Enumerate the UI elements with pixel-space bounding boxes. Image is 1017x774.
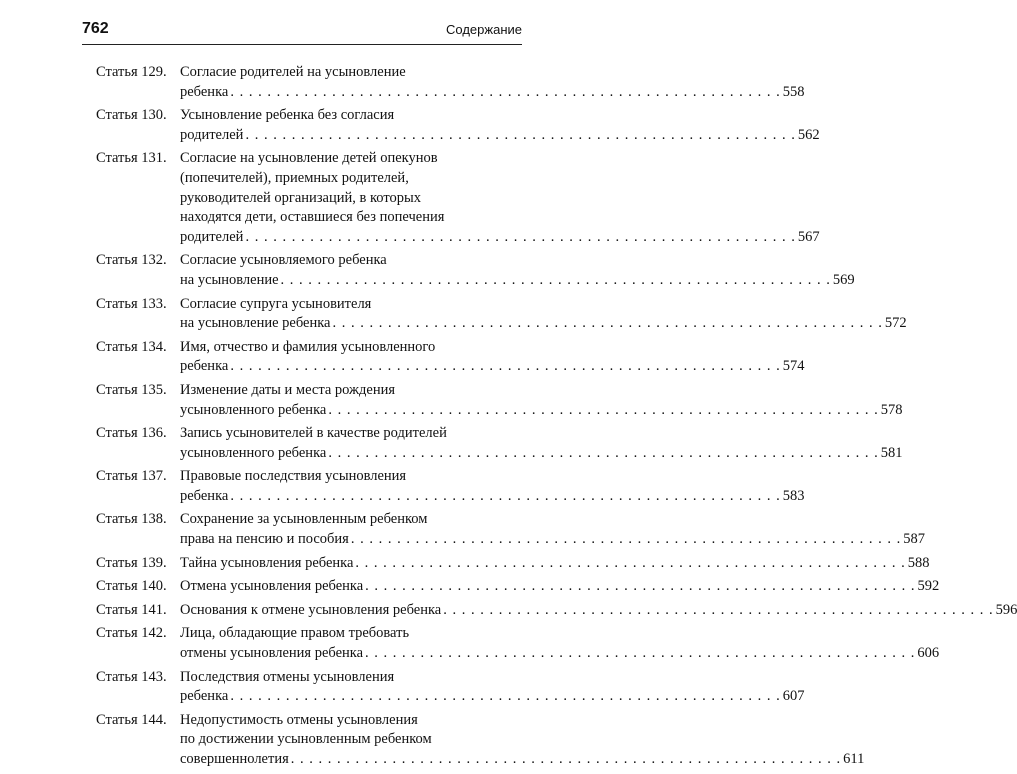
toc-entry <box>96 711 865 770</box>
toc-entry <box>96 63 805 102</box>
page-ref: 596 <box>995 601 1017 618</box>
title-line: Сохранение за усыновленным ребенком <box>180 511 428 528</box>
page-ref: 611 <box>843 751 865 767</box>
title-last-line <box>180 357 804 377</box>
title-line: Правовые последствия усыновления <box>180 468 407 485</box>
article-label: Статья 133. <box>96 295 167 312</box>
toc-entry <box>96 510 925 549</box>
toc-entry <box>96 554 930 574</box>
page-header <box>82 18 522 45</box>
dot-leader <box>230 487 780 507</box>
title-line: Имя, отчество и фамилия усыновленного <box>180 338 436 355</box>
title-line: Отмена усыновления ребенка <box>180 578 364 595</box>
dot-leader <box>328 444 878 464</box>
title-line: находятся дети, оставшиеся без попечения <box>180 209 445 226</box>
title-last-line <box>180 444 902 464</box>
article-title <box>180 554 930 574</box>
dot-leader <box>351 530 901 550</box>
section-title: Содержание <box>446 22 522 37</box>
article-title <box>180 624 939 663</box>
toc-entry <box>96 577 940 597</box>
article-title <box>180 381 902 420</box>
title-line: ребенка <box>180 83 229 100</box>
article-label: Статья 143. <box>96 668 167 685</box>
page-ref: 567 <box>797 228 820 245</box>
dot-leader <box>245 228 795 248</box>
toc-entry <box>96 149 820 247</box>
title-line: Лица, обладающие правом требовать <box>180 625 410 642</box>
dot-leader <box>291 750 841 770</box>
title-line: Последствия отмены усыновления <box>180 668 395 685</box>
title-last-line <box>180 83 804 103</box>
title-line: Основания к отмене усыновления ребенка <box>180 601 442 618</box>
toc-entry <box>96 251 855 290</box>
article-title <box>180 601 1017 621</box>
page-ref: 569 <box>832 271 855 288</box>
toc-entry <box>96 338 805 377</box>
title-line: Согласие на усыновление детей опекунов <box>180 150 438 167</box>
title-last-line <box>180 314 907 334</box>
toc-entry <box>96 467 805 506</box>
article-title <box>180 63 804 102</box>
article-label: Статья 130. <box>96 107 167 124</box>
title-line: Изменение даты и места рождения <box>180 381 396 398</box>
title-last-line <box>180 601 1017 621</box>
title-line: Тайна усыновления ребенка <box>180 554 354 571</box>
toc-entry <box>96 106 820 145</box>
article-label: Статья 135. <box>96 381 167 398</box>
article-title <box>180 711 864 770</box>
title-line: (попечителей), приемных родителей, <box>180 169 409 186</box>
page-ref: 558 <box>782 83 805 100</box>
article-label: Статья 132. <box>96 252 167 269</box>
title-last-line <box>180 487 804 507</box>
title-line: ребенка <box>180 358 229 375</box>
article-label: Статья 138. <box>96 511 167 528</box>
dot-leader <box>230 83 780 103</box>
article-title <box>180 251 855 290</box>
article-label: Статья 136. <box>96 425 167 442</box>
title-line: родителей <box>180 126 244 143</box>
title-line: по достижении усыновленным ребенком <box>180 731 432 748</box>
dot-leader <box>230 357 780 377</box>
dot-leader <box>333 314 883 334</box>
title-last-line <box>180 228 820 248</box>
article-label: Статья 142. <box>96 625 167 642</box>
dot-leader <box>245 126 795 146</box>
page-number: 762 <box>82 20 109 37</box>
page-ref: 578 <box>880 401 903 418</box>
page-ref: 581 <box>880 444 903 461</box>
title-line: Согласие родителей на усыновление <box>180 64 406 80</box>
dot-leader <box>443 601 993 621</box>
table-of-contents <box>96 63 1017 774</box>
toc-entry <box>96 295 907 334</box>
page-ref: 583 <box>782 487 805 504</box>
article-title <box>180 295 907 334</box>
dot-leader <box>355 554 905 574</box>
title-line: Недопустимость отмены усыновления <box>180 711 418 728</box>
article-title <box>180 668 804 707</box>
article-label: Статья 144. <box>96 711 167 728</box>
title-last-line <box>180 644 939 664</box>
title-line: Согласие усыновляемого ребенка <box>180 252 387 269</box>
title-line: ребенка <box>180 688 229 705</box>
page-ref: 606 <box>917 645 940 662</box>
article-label: Статья 139. <box>96 554 167 571</box>
article-title <box>180 149 820 247</box>
article-label: Статья 134. <box>96 338 167 355</box>
page-ref: 607 <box>782 688 805 705</box>
dot-leader <box>230 687 780 707</box>
title-line: ребенка <box>180 487 229 504</box>
dot-leader <box>365 644 915 664</box>
page-ref: 592 <box>917 578 940 595</box>
toc-entry <box>96 424 903 463</box>
page-ref: 587 <box>903 531 925 548</box>
article-title <box>180 338 804 377</box>
title-last-line <box>180 271 855 291</box>
title-line: Согласие супруга усыновителя <box>180 295 372 312</box>
article-label: Статья 141. <box>96 601 167 618</box>
toc-entry <box>96 668 805 707</box>
title-last-line <box>180 750 864 770</box>
article-title <box>180 577 939 597</box>
title-line: Запись усыновителей в качестве родителей <box>180 425 447 442</box>
title-line: усыновленного ребенка <box>180 444 327 461</box>
toc-entry <box>96 624 940 663</box>
article-label: Статья 131. <box>96 150 167 167</box>
page-ref: 588 <box>907 554 930 571</box>
toc-entry <box>96 381 903 420</box>
article-title <box>180 467 804 506</box>
title-line: отмены усыновления ребенка <box>180 645 364 662</box>
title-line: руководителей организаций, в которых <box>180 189 421 206</box>
dot-leader <box>365 577 915 597</box>
title-line: родителей <box>180 228 244 245</box>
title-last-line <box>180 530 925 550</box>
title-last-line <box>180 554 930 574</box>
article-label: Статья 137. <box>96 468 167 485</box>
title-last-line <box>180 577 939 597</box>
article-title <box>180 510 925 549</box>
article-title <box>180 106 820 145</box>
title-line: права на пенсию и пособия <box>180 531 349 548</box>
dot-leader <box>281 271 831 291</box>
article-title <box>180 424 902 463</box>
title-line: Усыновление ребенка без согласия <box>180 107 395 124</box>
title-line: усыновленного ребенка <box>180 401 327 418</box>
title-last-line <box>180 401 902 421</box>
dot-leader <box>328 401 878 421</box>
page-ref: 562 <box>797 126 820 143</box>
page-ref: 572 <box>884 315 907 332</box>
toc-entry <box>96 601 1017 621</box>
title-line: на усыновление ребенка <box>180 315 331 332</box>
title-line: на усыновление <box>180 271 279 288</box>
article-label: Статья 140. <box>96 578 167 595</box>
title-line: совершеннолетия <box>180 751 289 767</box>
article-label: Статья 129. <box>96 64 167 80</box>
title-last-line <box>180 687 804 707</box>
title-last-line <box>180 126 820 146</box>
page-ref: 574 <box>782 358 805 375</box>
